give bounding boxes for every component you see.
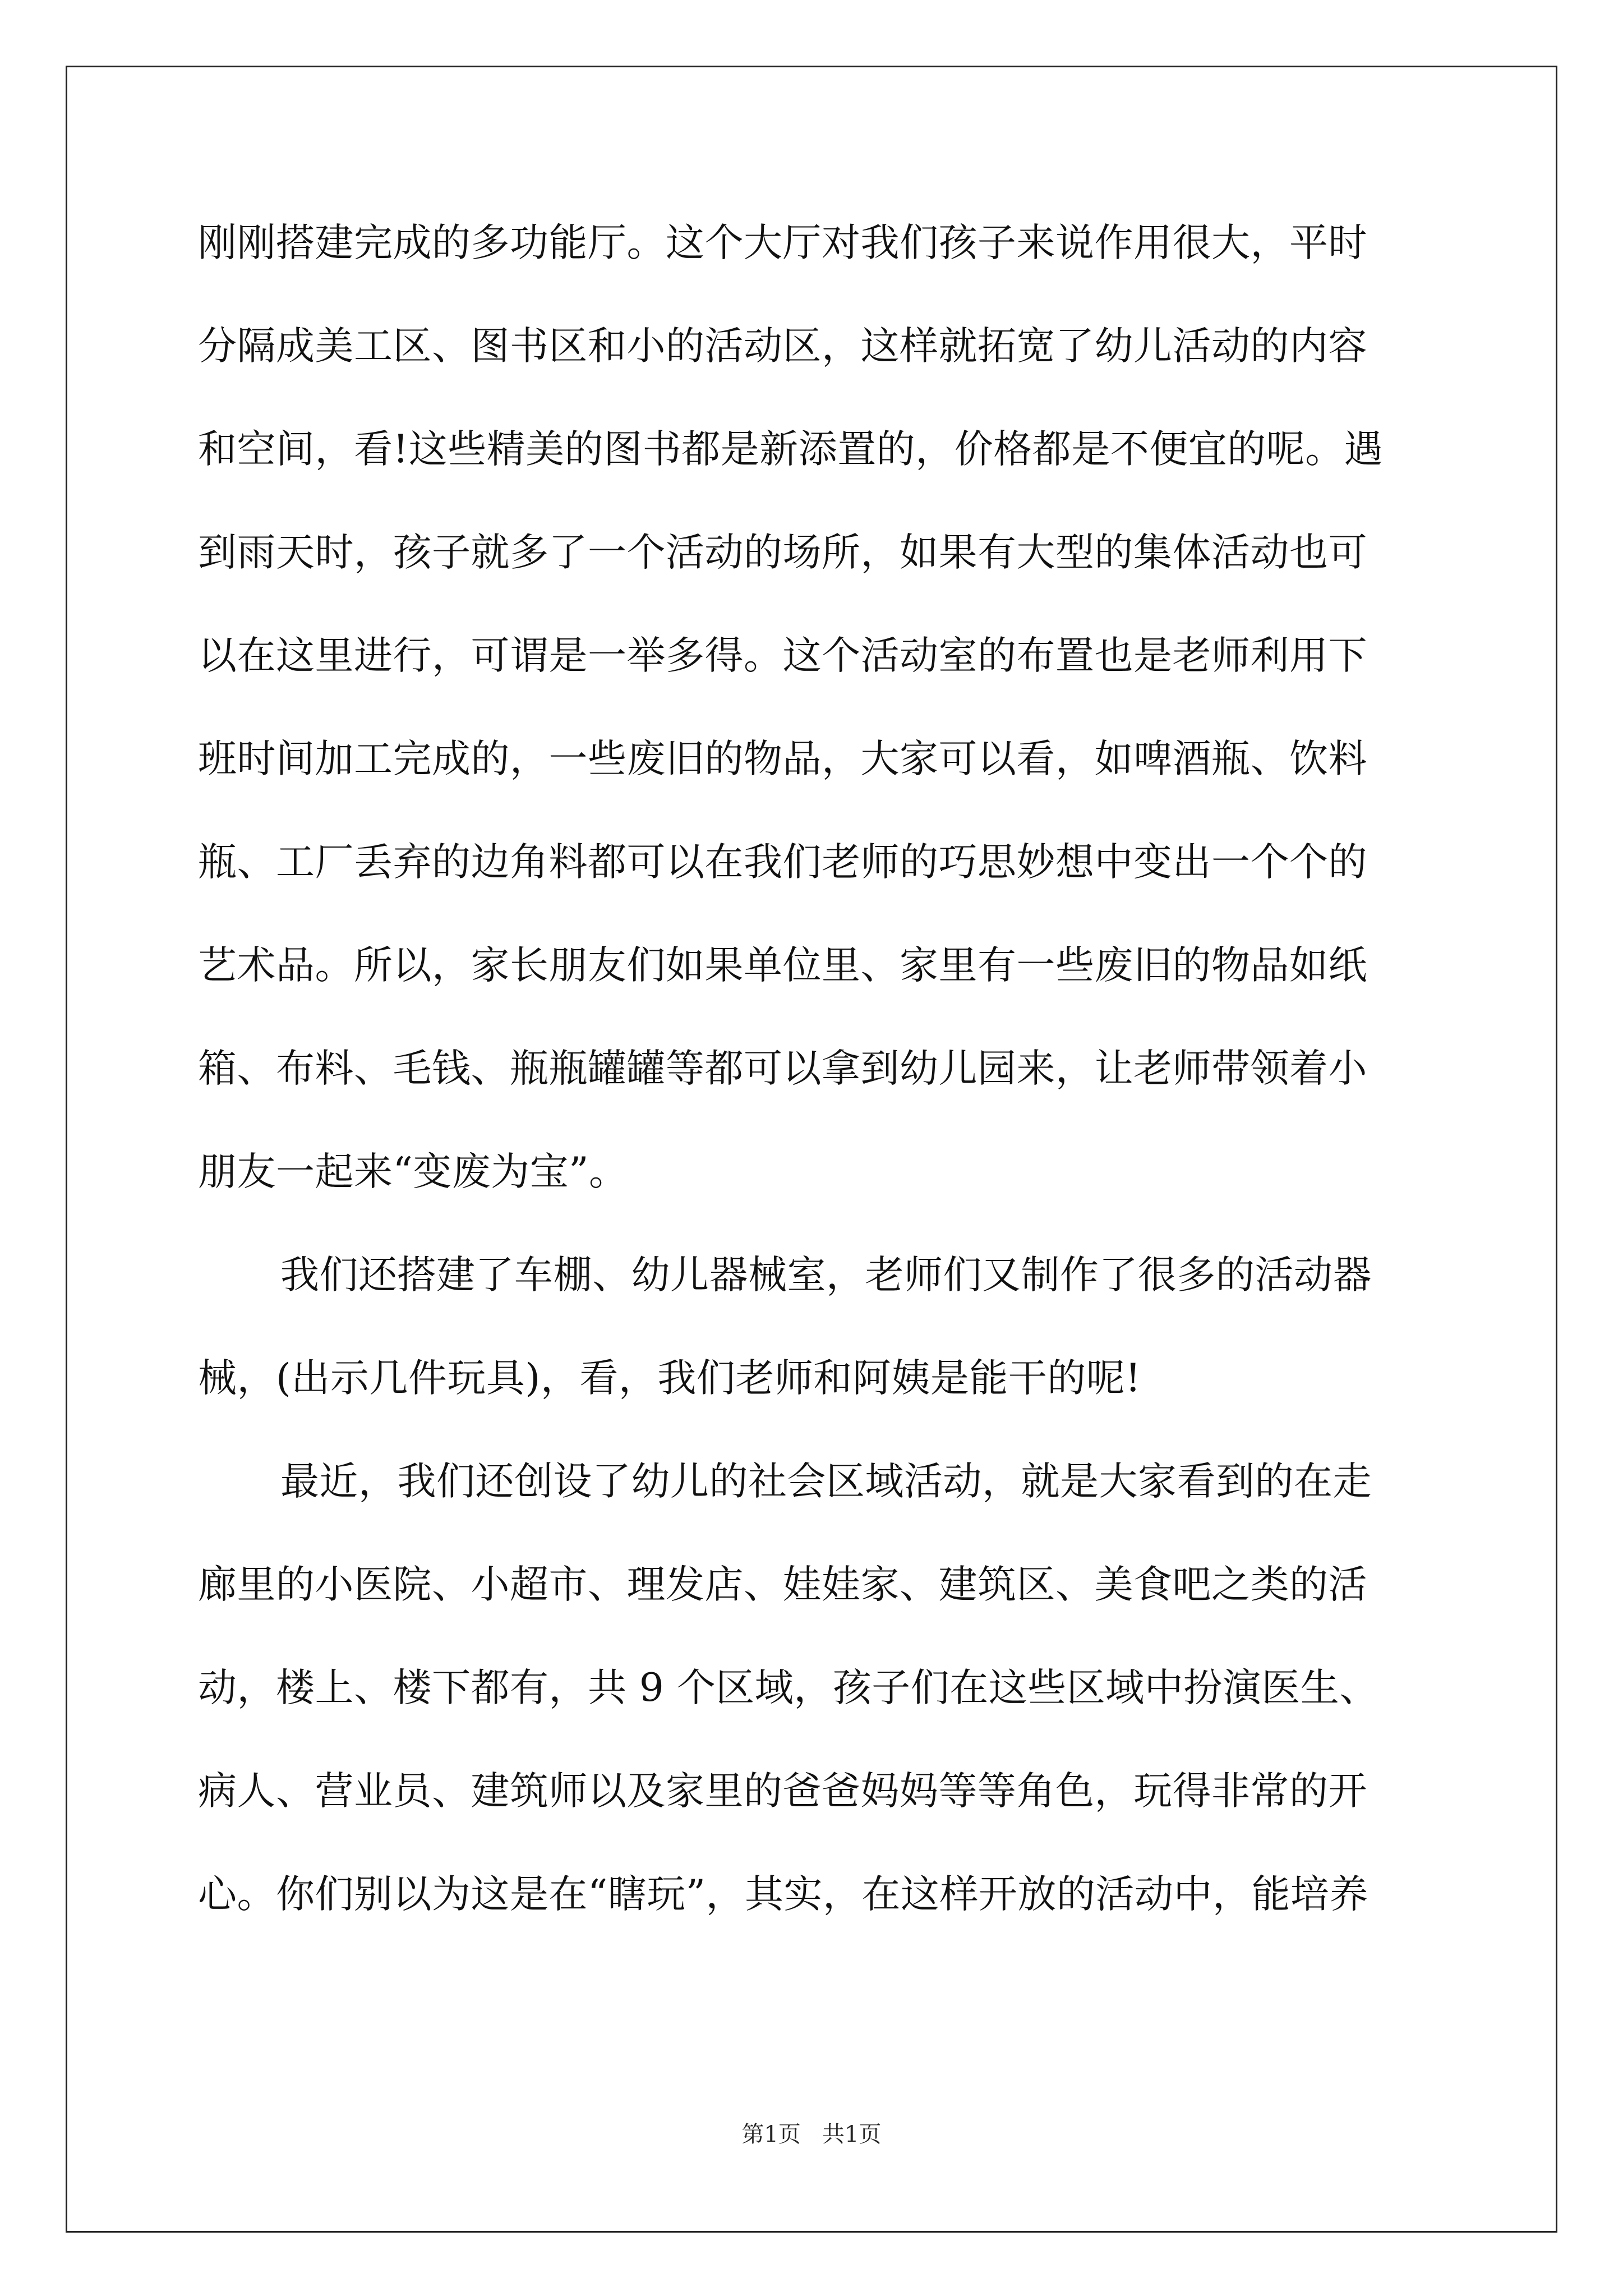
paragraph-line: 瓶、工厂丢弃的边角料都可以在我们老师的巧思妙想中变出一个个的: [198, 840, 1367, 885]
paragraph-line: 械，(出示几件玩具)，看，我们老师和阿姨是能干的呢!: [198, 1356, 1141, 1401]
paragraph-line: 心。你们别以为这是在“瞎玩”，其实，在这样开放的活动中，能培养: [198, 1872, 1369, 1917]
paragraph-line: 和空间，看!这些精美的图书都是新添置的，价格都是不便宜的呢。遇: [198, 427, 1384, 472]
page-footer: 第1页 共1页: [741, 2122, 882, 2147]
paragraph-line: 以在这里进行，可谓是一举多得。这个活动室的布置也是老师利用下: [198, 633, 1367, 678]
paragraph-line: 朋友一起来“变废为宝”。: [198, 1149, 628, 1194]
paragraph-line: 动，楼上、楼下都有，共 9 个区域，孩子们在这些区域中扮演医生、: [198, 1665, 1378, 1710]
paragraph-line: 最近，我们还创设了幼儿的社会区域活动，就是大家看到的在走: [280, 1459, 1372, 1504]
paragraph-line: 分隔成美工区、图书区和小的活动区，这样就拓宽了幼儿活动的内容: [198, 324, 1367, 369]
paragraph-line: 艺术品。所以，家长朋友们如果单位里、家里有一些废旧的物品如纸: [198, 943, 1367, 988]
paragraph-line: 到雨天时，孩子就多了一个活动的场所，如果有大型的集体活动也可: [198, 530, 1367, 575]
paragraph-line: 廊里的小医院、小超市、理发店、娃娃家、建筑区、美食吧之类的活: [198, 1562, 1367, 1607]
paragraph-line: 我们还搭建了车棚、幼儿器械室，老师们又制作了很多的活动器: [280, 1253, 1372, 1297]
paragraph-line: 病人、营业员、建筑师以及家里的爸爸妈妈等等角色，玩得非常的开: [198, 1769, 1367, 1814]
paragraph-line: 箱、布料、毛钱、瓶瓶罐罐等都可以拿到幼儿园来，让老师带领着小: [198, 1046, 1367, 1091]
paragraph-line: 刚刚搭建完成的多功能厅。这个大厅对我们孩子来说作用很大，平时: [198, 220, 1367, 265]
paragraph-line: 班时间加工完成的，一些废旧的物品，大家可以看，如啤酒瓶、饮料: [198, 737, 1367, 781]
